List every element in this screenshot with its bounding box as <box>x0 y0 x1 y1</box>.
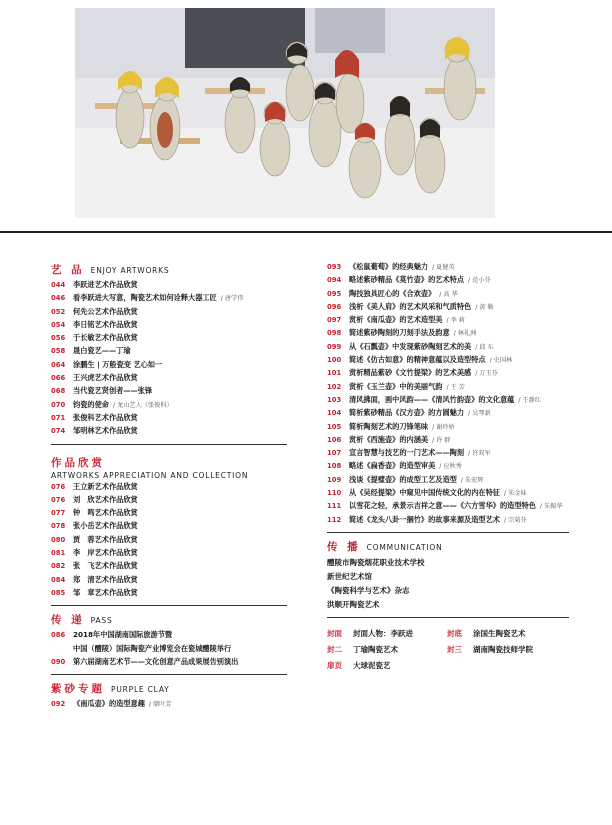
entry-title: 略述紫砂精品《莫竹壶》的艺术特点 <box>349 275 465 285</box>
entry-title: 《南瓜壶》的造型意趣 <box>73 699 145 709</box>
entry-author: / 许 群 <box>432 436 451 444</box>
page-number: 097 <box>327 316 342 325</box>
communication-item[interactable]: 新世纪艺术馆 <box>327 571 372 581</box>
credit-label: 封面 <box>327 629 342 639</box>
section-title-zh: 作品欣赏 <box>51 456 105 469</box>
toc-left-column <box>51 262 287 712</box>
section-divider <box>51 674 287 675</box>
communication-item[interactable]: 《陶瓷科学与艺术》杂志 <box>327 585 410 595</box>
entry-author: / 王静红 <box>518 396 541 404</box>
entry-title: 刘 欣艺术作品欣赏 <box>73 494 138 504</box>
entry-title: 钧瓷的使命 <box>73 399 109 409</box>
page-number: 102 <box>327 382 342 391</box>
entry-title: 张俊科艺术作品欣赏 <box>73 412 138 422</box>
toc-entry[interactable] <box>51 307 287 320</box>
page-number: 058 <box>51 347 66 356</box>
page-number: 070 <box>51 400 66 409</box>
page-number: 044 <box>51 281 66 289</box>
credit-label: 扉页 <box>327 661 342 671</box>
entry-title: 郑 清艺术作品欣赏 <box>73 574 138 584</box>
entry-author: / 宗菊芬 <box>503 516 527 524</box>
page-number: 076 <box>51 482 66 491</box>
toc-entry[interactable] <box>327 328 569 341</box>
page-number: 084 <box>51 575 66 584</box>
toc-list-pass <box>51 630 287 670</box>
page-number: 082 <box>51 562 66 571</box>
entry-title: 李 岸艺术作品欣赏 <box>73 548 138 558</box>
section-divider <box>51 605 287 606</box>
entry-title: 从《石瓢壶》中发现紫砂陶刻艺术的美 <box>349 341 472 351</box>
section-title-zh: 传 递 <box>51 614 85 627</box>
entry-title: 浅谈《提璧壶》的成型工艺及造型 <box>349 474 457 484</box>
toc-list-purple-clay-continued <box>327 262 569 528</box>
entry-author: / 谢玲娇 <box>432 423 455 431</box>
entry-author: / 吴琴新 <box>468 410 491 418</box>
page-number: 107 <box>327 449 342 458</box>
page-number: 095 <box>327 289 342 298</box>
entry-title: 《松鼠葡萄》的经典魅力 <box>349 262 429 271</box>
toc-entry[interactable] <box>51 426 287 439</box>
section-divider <box>327 532 569 533</box>
entry-title: 清风拂面，画中风韵——《清风竹韵壶》的文化意蕴 <box>349 394 515 404</box>
entry-title: 浅析《美人肩》的艺术风采和气质特色 <box>349 301 472 311</box>
section-title-zh: 传 播 <box>327 540 361 553</box>
credit-value: 湖南陶瓷技师学院 <box>473 645 533 655</box>
page-number: 074 <box>51 427 66 436</box>
section-header-appreciation <box>51 451 287 480</box>
toc-entry[interactable] <box>51 588 287 601</box>
page-number: 054 <box>51 320 66 329</box>
entry-author: / 邱 东 <box>475 343 494 351</box>
credit-row <box>327 658 569 674</box>
communication-item[interactable]: 洪顺开陶瓷艺术 <box>327 599 380 609</box>
page-number: 068 <box>51 387 66 396</box>
toc-entry[interactable] <box>327 368 569 381</box>
credit-label: 封三 <box>447 645 462 655</box>
toc-entry[interactable] <box>51 657 287 670</box>
entry-title: 简述《仿古如意》的精神意蕴以及造型特点 <box>349 355 486 365</box>
credit-value: 大球泥瓷艺 <box>353 661 391 671</box>
page-number: 077 <box>51 509 66 518</box>
page-number: 092 <box>51 700 66 709</box>
toc-entry[interactable] <box>327 475 569 488</box>
entry-title: 王兴虎艺术作品欣赏 <box>73 373 138 383</box>
section-header-communication <box>327 539 569 555</box>
page-number: 103 <box>327 395 342 404</box>
toc-entry[interactable] <box>327 342 569 355</box>
toc-entry[interactable] <box>327 355 569 368</box>
page-number: 093 <box>327 263 342 271</box>
toc-entry[interactable] <box>51 482 287 495</box>
entry-author: / 朱金妹 <box>503 490 527 498</box>
entry-title: 邹明林艺术作品欣赏 <box>73 426 138 436</box>
toc-entry[interactable] <box>51 561 287 574</box>
communication-item[interactable]: 醴陵市陶瓷烟花职业技术学校 <box>327 557 425 567</box>
toc-entry[interactable] <box>51 508 287 521</box>
top-rule <box>0 231 612 233</box>
toc-entry[interactable] <box>51 644 287 657</box>
toc-entry[interactable] <box>327 501 569 514</box>
section-divider <box>51 444 287 445</box>
entry-title: 贾 蓉艺术作品欣赏 <box>73 534 138 544</box>
toc-entry[interactable] <box>327 408 569 421</box>
entry-title: 赏析《西施壶》的内涵美 <box>349 434 429 444</box>
entry-author: / 应秋秀 <box>439 463 462 471</box>
page-number: 104 <box>327 409 342 418</box>
toc-entry[interactable] <box>327 275 569 288</box>
entry-title: 简述《龙头八卦一捆竹》的故事来源及造型艺术 <box>349 514 500 524</box>
entry-title: 王立新艺术作品欣赏 <box>73 481 138 491</box>
section-header-enjoy-artworks <box>51 262 287 278</box>
credit-value: 丁瑜陶瓷艺术 <box>353 645 398 655</box>
entry-author: / 黄 勤 <box>475 303 494 311</box>
page-number: 098 <box>327 329 342 338</box>
entry-title: 赏析《玉兰壶》中的美丽气韵 <box>349 381 443 391</box>
toc-entry[interactable] <box>327 488 569 501</box>
entry-author: / 李 莉 <box>446 317 465 325</box>
section-title-en: COMMUNICATION <box>366 542 443 552</box>
page-number: 080 <box>51 535 66 544</box>
entry-title: 以雪花之轻，承景示吉祥之意——《六方雪华》的造型特色 <box>349 501 536 511</box>
toc-entry[interactable] <box>51 535 287 548</box>
toc-entry[interactable] <box>51 280 287 293</box>
entry-title: 李跃进艺术作品欣赏 <box>73 280 138 289</box>
toc-entry[interactable] <box>327 395 569 408</box>
page-number: 081 <box>51 549 66 558</box>
toc-entry[interactable] <box>51 386 287 399</box>
page-number: 090 <box>51 657 66 666</box>
entry-title: 李日铭艺术作品欣赏 <box>73 319 138 329</box>
page-number: 108 <box>327 462 342 471</box>
toc-entry[interactable] <box>327 289 569 302</box>
entry-title: 于长敏艺术作品欣赏 <box>73 333 138 343</box>
entry-author: / 万玉芬 <box>475 370 498 378</box>
entry-title: 简析紫砂精品《汉方壶》的方圆魅力 <box>349 408 465 418</box>
toc-entry[interactable] <box>51 400 287 413</box>
page-number: 105 <box>327 422 342 431</box>
page-number: 085 <box>51 588 66 597</box>
section-title-en: ARTWORKS APPRECIATION AND COLLECTION <box>51 470 249 480</box>
page-number: 100 <box>327 356 342 365</box>
toc-entry[interactable] <box>51 521 287 534</box>
toc-list-purple-clay <box>51 699 287 712</box>
entry-author: / 龙山艺人（张俊科） <box>112 401 173 409</box>
page-number: 056 <box>51 334 66 343</box>
entry-title: 中国（醴陵）国际陶瓷产业博览会在瓷城醴陵举行 <box>73 643 232 653</box>
toc-entry[interactable] <box>51 575 287 588</box>
page-number: 101 <box>327 369 342 378</box>
entry-author: / 高 华 <box>439 290 458 298</box>
entry-author: / 夏健英 <box>432 264 455 271</box>
toc-entry[interactable] <box>327 382 569 395</box>
page-number: 046 <box>51 294 66 303</box>
page-number: 078 <box>51 522 66 531</box>
page-number: 052 <box>51 307 66 316</box>
section-header-pass <box>51 612 287 628</box>
toc-entry[interactable] <box>51 548 287 561</box>
page-number: 071 <box>51 413 66 422</box>
toc-list-appreciation <box>51 482 287 602</box>
entry-title: 第六届湖南艺术节——文化创意产品成果展告别演出 <box>73 656 239 666</box>
entry-title: 何先公艺术作品欣赏 <box>73 306 138 316</box>
page-number: 096 <box>327 302 342 311</box>
page-number: 109 <box>327 475 342 484</box>
section-title-en: PASS <box>90 616 113 626</box>
entry-title: 看李跃进大写意，陶瓷艺术如何诠释大器工匠 <box>73 293 217 303</box>
page-number: 099 <box>327 342 342 351</box>
toc-entry[interactable] <box>51 630 287 643</box>
toc-entry[interactable] <box>327 422 569 435</box>
page-number: 110 <box>327 489 342 498</box>
section-title-zh: 紫砂专题 <box>51 683 105 696</box>
toc-entry[interactable] <box>327 435 569 448</box>
toc-entry[interactable] <box>327 315 569 328</box>
entry-author: / 史国林 <box>489 357 513 365</box>
page-number: 106 <box>327 435 342 444</box>
toc-entry[interactable] <box>51 320 287 333</box>
entry-title: 赏析精品紫砂《文竹提梁》的艺术美感 <box>349 368 472 378</box>
cover-credits <box>327 626 569 674</box>
entry-title: 简述紫砂陶刻的刀刻手法及韵意 <box>349 328 450 338</box>
entry-author: / 许双军 <box>468 450 491 458</box>
toc-entry[interactable] <box>51 495 287 508</box>
page-number: 066 <box>51 374 66 383</box>
page-number: 064 <box>51 360 66 369</box>
toc-entry[interactable] <box>51 373 287 386</box>
section-header-purple-clay <box>51 681 287 697</box>
page-number: 111 <box>327 502 342 511</box>
entry-title: 邹 章艺术作品欣赏 <box>73 587 138 597</box>
toc-entry[interactable] <box>327 302 569 315</box>
toc-entry[interactable] <box>51 360 287 373</box>
toc-entry[interactable] <box>327 448 569 461</box>
entry-title: 晟白瓷艺——丁瑜 <box>73 346 131 356</box>
entry-title: 涂鹏生 | 万般瓷变 艺心如一 <box>73 359 163 369</box>
entry-author: / 林礼洲 <box>453 330 477 338</box>
toc-entry[interactable] <box>51 333 287 346</box>
page-number: 112 <box>327 515 342 524</box>
credit-label: 封二 <box>327 645 342 655</box>
toc-entry[interactable] <box>51 293 287 306</box>
entry-author: / 朱宏辉 <box>460 476 484 484</box>
entry-title: 张小岳艺术作品欣赏 <box>73 521 138 531</box>
page-number: 076 <box>51 495 66 504</box>
entry-title: 2018年中国湖南国际旅游节暨 <box>73 630 173 640</box>
toc-right-column <box>327 262 569 674</box>
entry-author: / 储叶芳 <box>148 701 172 709</box>
credit-label: 封底 <box>447 629 462 639</box>
credit-row <box>327 626 569 642</box>
toc-entry[interactable] <box>327 461 569 474</box>
page-number: 086 <box>51 631 66 640</box>
toc-entry[interactable] <box>51 346 287 359</box>
entry-title: 陶技独具匠心的《合欢壶》 <box>349 288 436 298</box>
section-title-zh: 艺 品 <box>51 264 85 276</box>
cover-photo-ceramic-figurines <box>75 8 495 218</box>
toc-entry[interactable] <box>51 699 287 712</box>
entry-title: 张 飞艺术作品欣赏 <box>73 561 138 571</box>
entry-title: 当代瓷艺贤创者——张锋 <box>73 386 153 396</box>
toc-entry[interactable] <box>327 515 569 528</box>
section-title-en: PURPLE CLAY <box>111 685 170 695</box>
credit-value: 封面人物：李跃进 <box>353 629 413 639</box>
toc-entry[interactable] <box>327 262 569 275</box>
section-title-en: ENJOY ARTWORKS <box>90 266 170 275</box>
section-divider <box>327 617 569 618</box>
page-number: 094 <box>327 276 342 285</box>
toc-entry[interactable] <box>51 413 287 426</box>
entry-title: 赏析《南瓜壶》的艺术造型美 <box>349 315 443 325</box>
entry-author: / 朱振华 <box>539 503 563 511</box>
entry-title: 从《吴经提梁》中窥见中国传统文化的内在特征 <box>349 488 500 498</box>
communication-list <box>327 557 569 613</box>
entry-author: / 王 芳 <box>446 383 465 391</box>
entry-title: 简析陶刻艺术的刀锋笔味 <box>349 421 429 431</box>
entry-title: 略述《扁香壶》的造型审美 <box>349 461 436 471</box>
credit-row <box>327 642 569 658</box>
entry-title: 钟 鸣艺术作品欣赏 <box>73 508 138 518</box>
toc-list-enjoy-artworks <box>51 280 287 440</box>
credit-value: 涂国生陶瓷艺术 <box>473 629 526 639</box>
entry-title: 宣言智慧与技艺的一门艺术——陶刻 <box>349 448 465 458</box>
entry-author: / 唐学伟 <box>220 295 244 303</box>
entry-author: / 范小芬 <box>468 277 491 285</box>
